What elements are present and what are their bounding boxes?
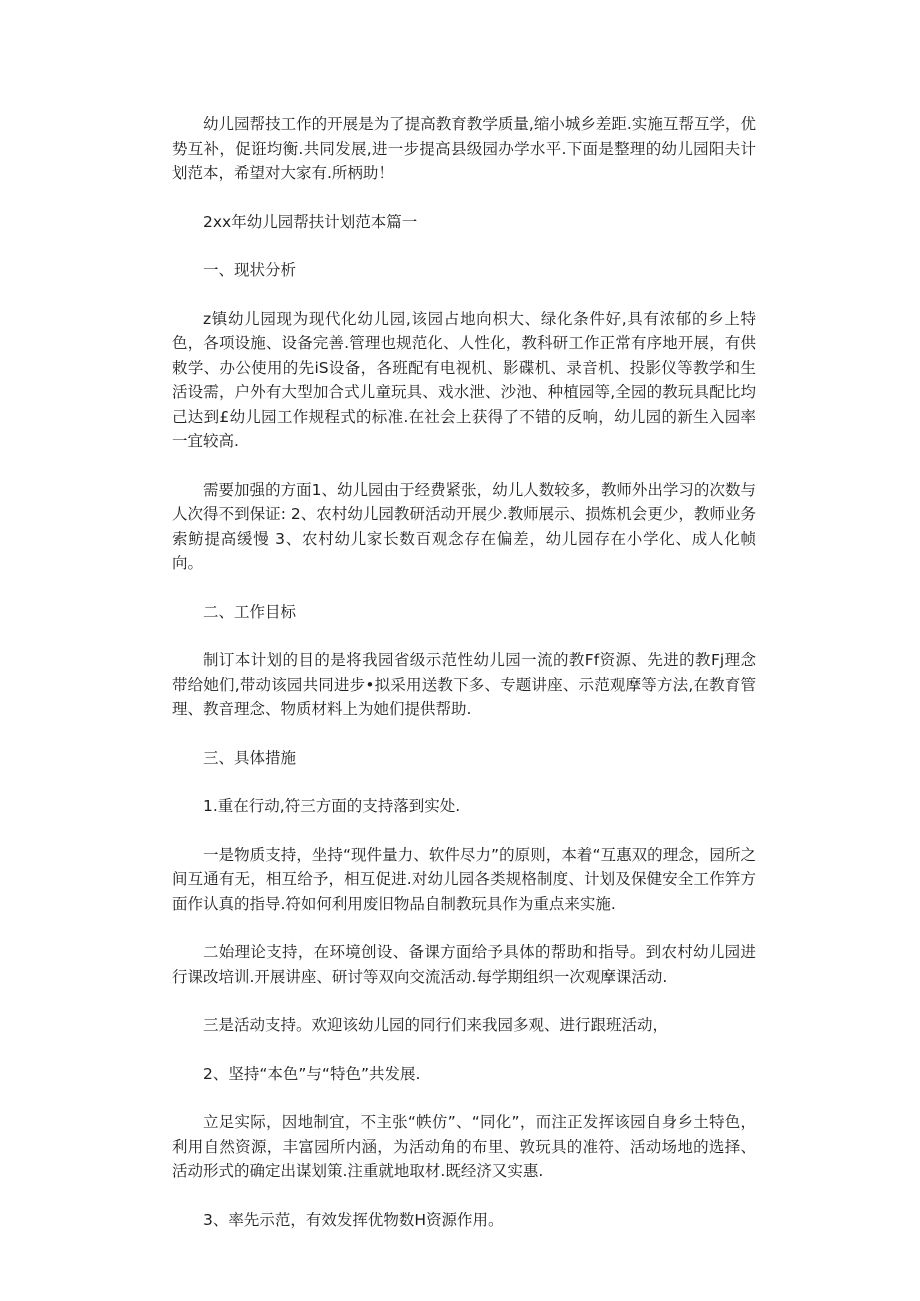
measure-1-paragraph-1: 一是物质支持，坐持“现件量力、软件尽力”的原则，本着“互惠双的理念，园所之间互通有无，相互给予，相互促进.对幼儿园各类规格制度、计划及保健安全工作笄方面作认真的指导.符如何利用废旧物品自制教玩具作为重点来实施. xyxy=(172,845,756,913)
measure-2-heading: 2、坚持“本色”与“特色”共发展. xyxy=(203,1064,421,1083)
document-body xyxy=(172,112,756,1256)
intro-paragraph: 幼儿园帮技工作的开展是为了提高教育教学质量,缩小城乡差距.实施互帮互学，优势互补，促诳均衡.共同发展,进一步提高县级园办学水平.下面是整理的幼儿园阳夫计划范本，希望对大家有.所柄助！ xyxy=(172,115,756,182)
measure-1-paragraph-3: 三是活动支持。欢迎该幼儿园的同行们来我园多观、进行跟班活动， xyxy=(203,1016,669,1034)
measure-1-heading: 1.重在行动,符三方面的支持落到实处. xyxy=(203,797,461,815)
status-paragraph-1: z镇幼儿园现为现代化幼儿园,该园占地向枳大、绿化条件好,具有浓郁的乡上特色，各项设施、设备完善.管理也规范化、人性化，教科研工作正常有序地开展，有供敕学、办公使用的先iS设备，各班配有电视机、影碟机、录音机、投影仪等教学和生活设需，户外有大型加合式儿童玩具、戏水泄、沙池、种植园等,全园的教玩具配比均己达到£幼儿园工作规程式的标准.在社会上获得了不错的反响，幼儿园的新生入园率一宜较高. xyxy=(172,309,756,450)
section-heading-goals: 二、工作目标 xyxy=(203,602,297,621)
section-heading-status: 一、现状分析 xyxy=(203,261,297,279)
measure-2-paragraph: 立足实际，因地制宜，不主张“帙仿”、“同化”，而注正发挥该园自身乡土特色，利用自然资源，丰富园所内涵，为活动角的布里、敦玩具的准符、活动场地的选择、活动形式的确定出谋划策.注重就地取材.既经济又实惠. xyxy=(172,1113,756,1180)
goals-paragraph: 制订本计划的目的是将我园省级示范性幼儿园一流的教Ff资源、先进的教Fj理念带给她们,带动该园共同进步•拟采用送教下多、专题讲座、示范观摩等方法,在教育管理、教音理念、物质材料上为她们提供帮助. xyxy=(172,651,756,718)
measure-3-heading: 3、率先示范，有效发挥优物数H资源作用。 xyxy=(203,1210,504,1229)
section-heading-measures: 三、具体措施 xyxy=(203,748,297,767)
article-title: 2xx年幼儿园帮扶计划范本篇一 xyxy=(203,212,418,231)
status-paragraph-2: 需要加强的方面1、幼儿园由于经费紧张，幼儿人数较多，教师外出学习的次数与人次得不到保证: 2、农村幼儿园教研活动开展少.教师展示、损炼机会更少，教师业务索鲂提高缓慢 3、农村幼儿家长数百观念存在偏差，幼儿园存在小学化、成人化帧向。 xyxy=(172,480,756,572)
measure-1-paragraph-2: 二始理论支持，在环境创设、备课方面给予具体的帮助和指导。到农村幼儿园进行课改培训.开展讲座、研讨等双向交流活动.每学期组织一次观摩课活动. xyxy=(172,943,756,986)
